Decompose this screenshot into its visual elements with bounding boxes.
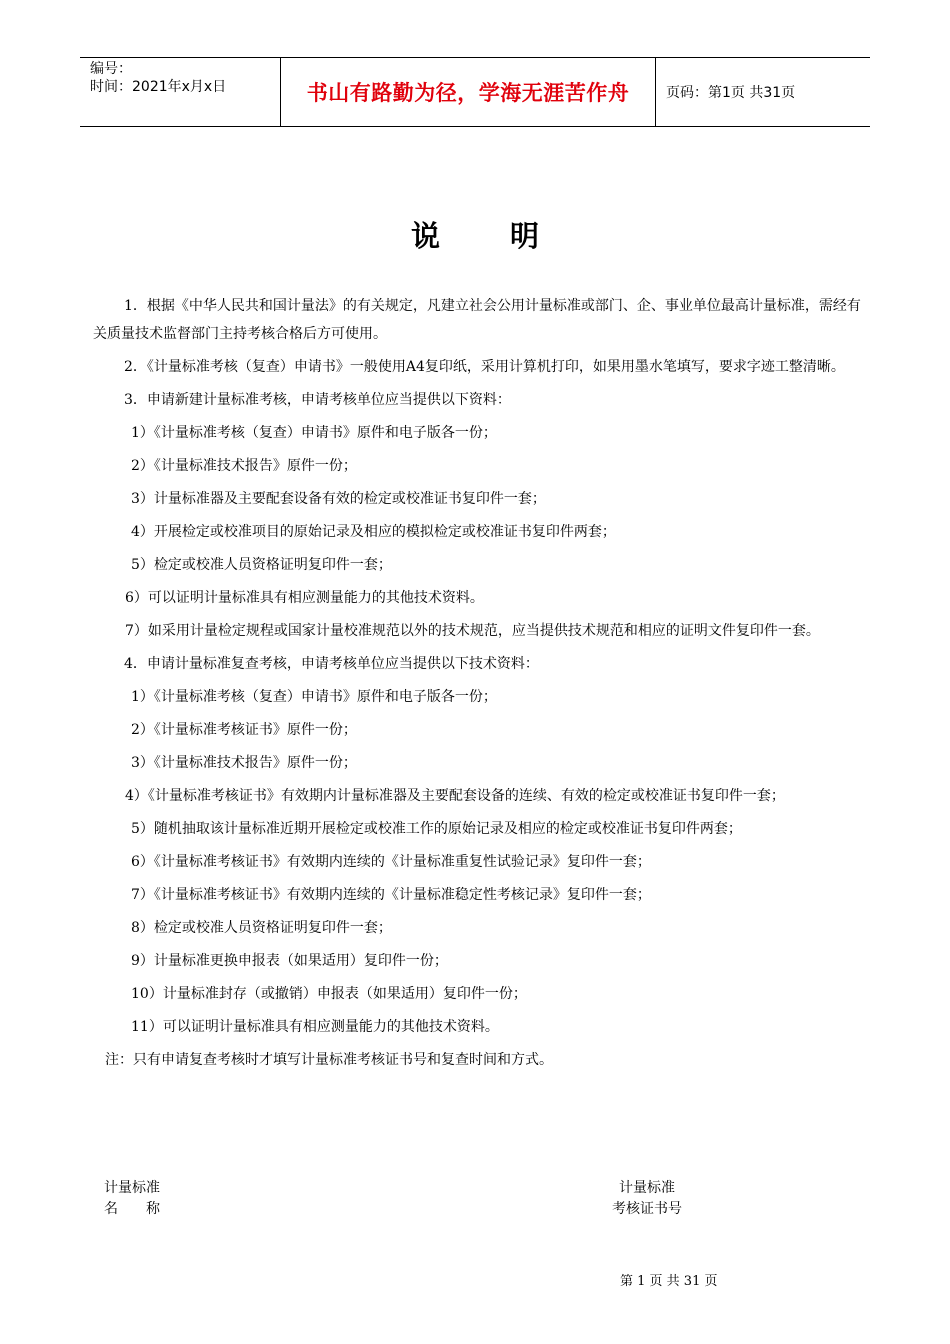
list-item: 5）随机抽取该计量标准近期开展检定或校准工作的原始记录及相应的检定或校准证书复印件两套；: [131, 821, 742, 837]
header-meta: [80, 58, 281, 126]
page-footer: 第 1 页 共 31 页: [620, 1274, 718, 1289]
page-title: 说明: [410, 219, 609, 253]
page-header: [80, 57, 870, 127]
list-item: 8）检定或校准人员资格证明复印件一套；: [131, 920, 392, 936]
signature-label: 计量标准: [619, 1180, 675, 1196]
list-item: 7）《计量标准考核证书》有效期内连续的《计量标准稳定性考核记录》复印件一套；: [131, 887, 651, 903]
list-item: 6）可以证明计量标准具有相应测量能力的其他技术资料。: [125, 590, 484, 606]
list-item: 3）计量标准器及主要配套设备有效的检定或校准证书复印件一套；: [131, 491, 546, 507]
list-item: 3）《计量标准技术报告》原件一份；: [131, 755, 357, 771]
list-item: 9）计量标准更换申报表（如果适用）复印件一份；: [131, 953, 448, 969]
list-item: 4）开展检定或校准项目的原始记录及相应的模拟检定或校准证书复印件两套；: [131, 524, 616, 540]
paragraph-2: 2．《计量标准考核（复查）申请书》一般使用A4复印纸，采用计算机打印，如果用墨水笔填写，要求字迹工整清晰。: [124, 359, 845, 375]
number-label: 编号：: [90, 61, 132, 77]
header-motto: 书山有路勤为径，学海无涯苦作舟: [281, 58, 656, 126]
list-item: 4）《计量标准考核证书》有效期内计量标准器及主要配套设备的连续、有效的检定或校准证书复印件一套；: [125, 788, 785, 804]
time-label: 时间：2021年x月x日: [90, 79, 227, 95]
paragraph-3: 3．申请新建计量标准考核，申请考核单位应当提供以下资料：: [124, 392, 511, 408]
list-item: 11）可以证明计量标准具有相应测量能力的其他技术资料。: [131, 1019, 499, 1035]
header-page-info: 页码：第1页 共31页: [666, 85, 796, 101]
list-item: 6）《计量标准考核证书》有效期内连续的《计量标准重复性试验记录》复印件一套；: [131, 854, 651, 870]
signature-label: 考核证书号: [612, 1201, 682, 1217]
list-item: 5）检定或校准人员资格证明复印件一套；: [131, 557, 392, 573]
paragraph-1: 1．根据《中华人民共和国计量法》的有关规定，凡建立社会公用计量标准或部门、企、事业单位最高计量标准，需经有关质量技术监督部门主持考核合格后方可使用。: [93, 298, 861, 342]
signature-label: 计量标准: [104, 1180, 160, 1196]
document-body: [93, 292, 863, 1079]
paragraph-4: 4．申请计量标准复查考核，申请考核单位应当提供以下技术资料：: [124, 656, 539, 672]
signature-standard-name: [104, 1178, 160, 1220]
signature-certificate-number: [612, 1178, 682, 1220]
list-item: 7）如采用计量检定规程或国家计量校准规范以外的技术规范，应当提供技术规范和相应的证明文件复印件一套。: [125, 623, 820, 639]
signature-label: 名 称: [104, 1201, 160, 1217]
list-item: 10）计量标准封存（或撤销）申报表（如果适用）复印件一份；: [131, 986, 527, 1002]
list-item: 1）《计量标准考核（复查）申请书》原件和电子版各一份；: [131, 425, 497, 441]
list-item: 2）《计量标准技术报告》原件一份；: [131, 458, 357, 474]
list-item: 1）《计量标准考核（复查）申请书》原件和电子版各一份；: [131, 689, 497, 705]
note-text: 注：只有申请复查考核时才填写计量标准考核证书号和复查时间和方式。: [105, 1052, 553, 1068]
list-item: 2）《计量标准考核证书》原件一份；: [131, 722, 357, 738]
